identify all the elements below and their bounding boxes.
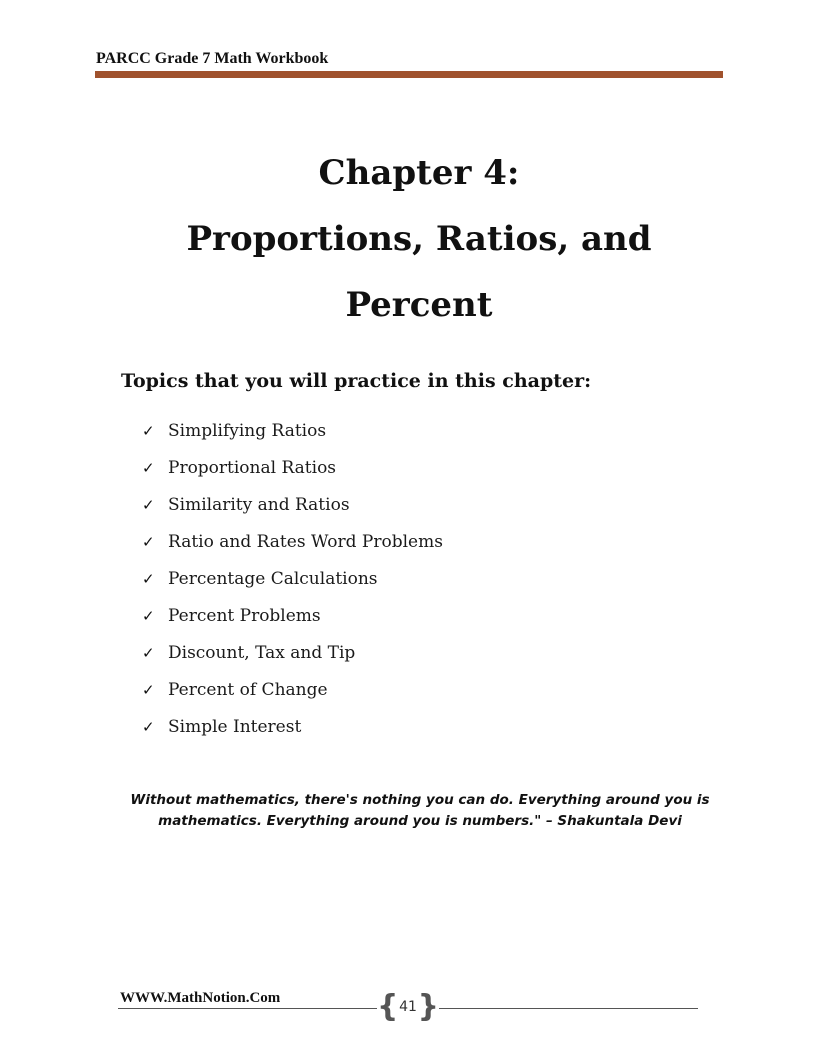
check-icon: ✓ xyxy=(142,495,155,514)
quote-line-2: mathematics. Everything around you is numbers." – Shakuntala Devi xyxy=(158,813,682,829)
topic-item xyxy=(142,671,443,708)
topic-item xyxy=(142,486,443,523)
running-header: PARCC Grade 7 Math Workbook xyxy=(96,50,329,67)
page-number: 41 xyxy=(399,999,417,1015)
topic-label: Simple Interest xyxy=(168,716,302,737)
topic-item xyxy=(142,412,443,449)
topic-label: Discount, Tax and Tip xyxy=(168,642,356,663)
topics-heading: Topics that you will practice in this chapter: xyxy=(121,370,592,392)
topics-list xyxy=(142,412,443,745)
topic-item xyxy=(142,634,443,671)
header-rule xyxy=(95,71,723,78)
topic-item xyxy=(142,449,443,486)
topic-item xyxy=(142,597,443,634)
chapter-title-line-3: Percent xyxy=(345,285,493,325)
chapter-title-line-1: Chapter 4: xyxy=(318,153,520,193)
topic-item xyxy=(142,523,443,560)
check-icon: ✓ xyxy=(142,421,155,440)
topic-label: Percent of Change xyxy=(168,679,328,700)
topic-label: Simplifying Ratios xyxy=(168,420,327,441)
topic-item xyxy=(142,708,443,745)
check-icon: ✓ xyxy=(142,532,155,551)
quote xyxy=(110,790,730,832)
topic-label: Similarity and Ratios xyxy=(168,494,350,515)
chapter-title xyxy=(95,140,743,338)
chapter-title-line-2: Proportions, Ratios, and xyxy=(186,219,652,259)
check-icon: ✓ xyxy=(142,643,155,662)
check-icon: ✓ xyxy=(142,606,155,625)
check-icon: ✓ xyxy=(142,458,155,477)
topic-item xyxy=(142,560,443,597)
topic-label: Ratio and Rates Word Problems xyxy=(168,531,443,552)
check-icon: ✓ xyxy=(142,717,155,736)
topic-label: Percentage Calculations xyxy=(168,568,378,589)
check-icon: ✓ xyxy=(142,680,155,699)
left-brace-icon: { xyxy=(377,989,399,1024)
topic-label: Percent Problems xyxy=(168,605,321,626)
check-icon: ✓ xyxy=(142,569,155,588)
footer-website: WWW.MathNotion.Com xyxy=(120,990,281,1006)
quote-line-1: Without mathematics, there's nothing you can do. Everything around you is xyxy=(130,792,710,808)
page-number-box xyxy=(377,991,439,1023)
topic-label: Proportional Ratios xyxy=(168,457,337,478)
right-brace-icon: } xyxy=(417,989,439,1024)
